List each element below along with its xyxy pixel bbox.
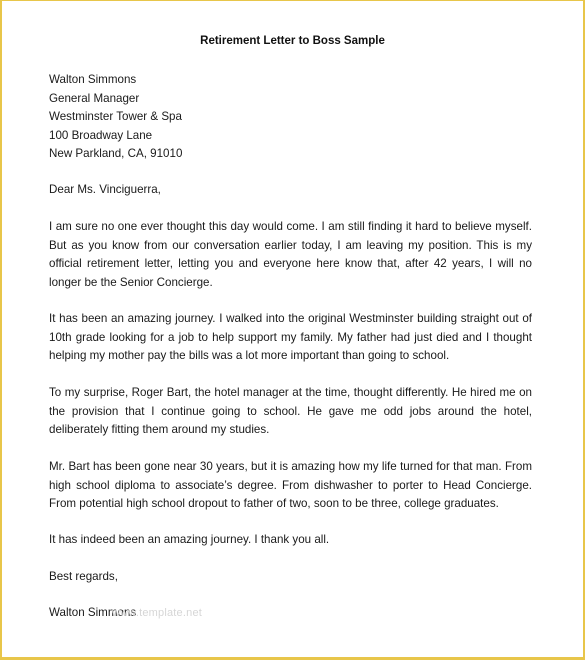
sender-company: Westminster Tower & Spa <box>49 110 182 124</box>
sender-city: New Parkland, CA, 91010 <box>49 147 183 161</box>
sender-street: 100 Broadway Lane <box>49 128 153 142</box>
sender-address <box>49 71 532 164</box>
document-title: Retirement Letter to Boss Sample <box>200 35 385 47</box>
watermark: www.template.net <box>112 607 203 619</box>
sender-position: General Manager <box>49 91 140 105</box>
paragraph-2: It has been an amazing journey. I walked into the original Westminster building straight out of 10th grade looking for a job to help support my family. My father had just died and I thought helping my mother pay the bills was a lot more important than going to school. <box>49 312 532 362</box>
closing: Best regards, <box>49 570 118 583</box>
paragraph-5: It has indeed been an amazing journey. I thank you all. <box>49 533 330 546</box>
paragraph-4: Mr. Bart has been gone near 30 years, but it is amazing how my life turned for that man. From high school diploma to associate’s degree. From dishwasher to porter to Head Concierge. From potential high school dropout to father of two, soon to be three, college graduates. <box>49 460 532 510</box>
paragraph-1: I am sure no one ever thought this day would come. I am still finding it hard to believe myself. But as you know from our conversation earlier today, I am leaving my position. This is my official retirement letter, letting you and everyone here know that, after 42 years, I will no longer be the Senior Concierge. <box>49 220 532 289</box>
signature-name: Walton Simmons <box>49 606 137 619</box>
paragraph-3: To my surprise, Roger Bart, the hotel manager at the time, thought differently. He hired me on the provision that I continue going to school. He gave me odd jobs around the hotel, deliberately fitting them around my studies. <box>49 386 532 436</box>
greeting: Dear Ms. Vinciguerra, <box>49 183 161 196</box>
sender-name: Walton Simmons <box>49 73 137 86</box>
